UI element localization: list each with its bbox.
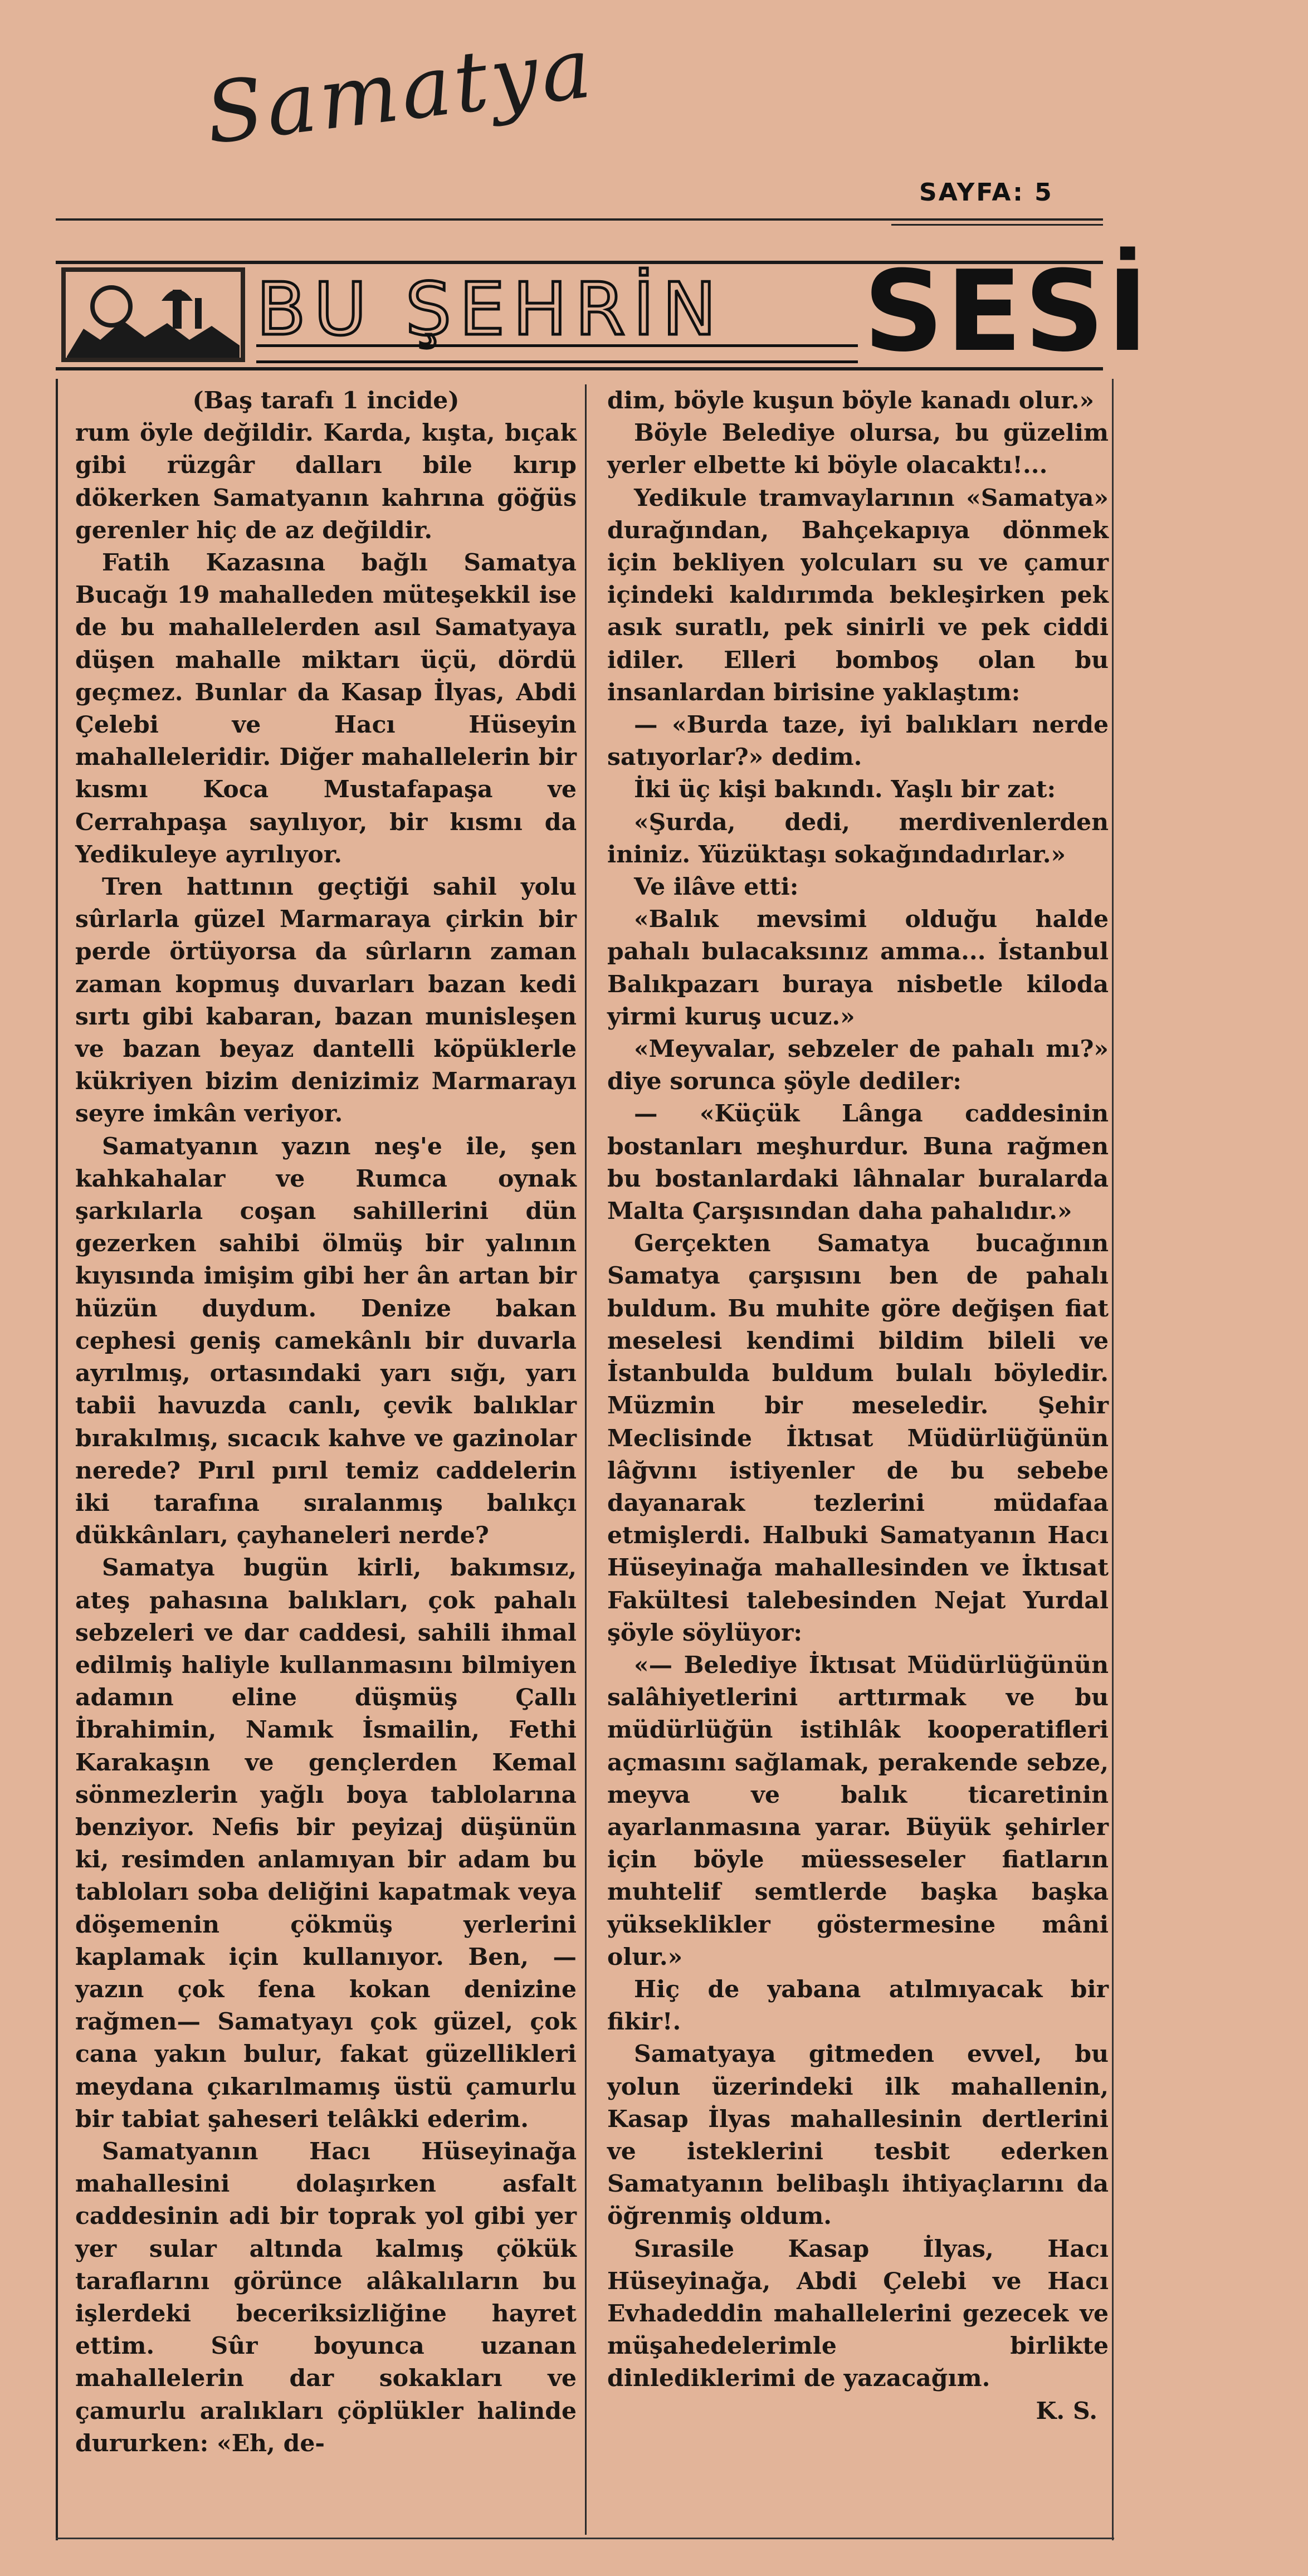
masthead-double-rule xyxy=(256,344,858,363)
column-title-emphasis: SESİ xyxy=(863,247,1151,377)
paragraph: Hiç de yabana atılmıyacak bir fikir!. xyxy=(607,1975,1109,2036)
column-title: BU ŞEHRİN xyxy=(256,267,724,352)
paragraph: «Şurda, dedi, merdivenlerden ininiz. Yüzüktaşı sokağındadırlar.» xyxy=(607,808,1109,869)
paragraph: Samatyanın Hacı Hüseyinağa mahallesini dolaşırken asfalt caddesinin adi bir toprak yol gibi yer yer sular altında kalmış çökük taraflarını görünce alâkalıların bu işlerdeki beceriksizliğine hayret ettim. Sûr boyunca uzanan mahallelerin dar sokakları ve çamurlu aralıkları çöplükler halinde dururken: «Eh, de- xyxy=(75,2137,577,2457)
article-right-column xyxy=(607,384,1109,2427)
paragraph: Tren hattının geçtiği sahil yolu sûrlarla güzel Marmaraya çirkin bir perde örtüyorsa da sûrların zaman zaman kopmuş duvarları bazan kedi sırtı gibi kabaran, bazan munisleşen ve bazan beyaz dantelli köpüklerle kükriyen bizim denizimiz Marmarayı seyre imkân veriyor. xyxy=(75,873,577,1128)
column-divider xyxy=(585,384,587,2535)
paragraph: Samatya bugün kirli, bakımsız, ateş pahasına balıkları, çok pahalı sebzeleri ve dar caddesi, sahili ihmal edilmiş haliyle kullanmasını bilmiyen adamın eline düşmüş Çallı İbrahimin, Namık İsmailin, Fethi Karakaşın ve gençlerden Kemal sönmezlerin yağlı boya tablolarına benziyor. Nefis bir peyizaj düşünün ki, resimden anlamıyan bir adam bu tabloları soba deliğini kapatmak veya döşemenin çökmüş yerlerini kaplamak için kullanıyor. Ben, —yazın çok fena kokan denizine rağmen— Samatyayı çok güzel, çok cana yakın bulur, fakat güzellikleri meydana çıkarılmamış üstü çamurlu bir tabiat şaheseri telâkki ederim. xyxy=(75,1554,577,2133)
paragraph: Samatyanın yazın neş'e ile, şen kahkahalar ve Rumca oynak şarkılarla coşan sahillerini dün gezerken sahibi ölmüş bir yalının kıyısında imişim gibi her ân artan bir hüzün duydum. Denize bakan cephesi geniş camekânlı bir duvarla ayrılmış, ortasındaki yarı sığı, yarı tabii havuzda canlı, çevik balıklar bırakılmış, sıcacık kahve ve gazinolar nerede? Pırıl pırıl temiz caddelerin iki tarafına sıralanmış balıkçı dükkânları, çayhaneleri nerde? xyxy=(75,1132,577,1550)
frame-right-rule xyxy=(1112,379,1114,2540)
paragraph: «Meyvalar, sebzeler de pahalı mı?» diye sorunca şöyle dediler: xyxy=(607,1035,1109,1096)
paragraph: Sırasile Kasap İlyas, Hacı Hüseyinağa, Abdi Çelebi ve Hacı Evhadeddin mahallelerini gezecek ve müşahedelerimle birlikte dinlediklerimi de yazacağım. xyxy=(607,2235,1109,2393)
paragraph: Gerçekten Samatya bucağının Samatya çarşısını ben de pahalı buldum. Bu muhite göre değişen fiat meselesi kendimi bildim bileli ve İstanbulda buldum bulalı böyledir. Müzmin bir meseledir. Şehir Meclisinde İktısat Müdürlüğünün lâğvını istiyenler de bu sebebe dayanarak tezlerini müdafaa etmişlerdi. Halbuki Samatyanın Hacı Hüseyinağa mahallesinden ve İktısat Fakültesi talebesinden Nejat Yurdal şöyle söylüyor: xyxy=(607,1230,1109,1647)
paragraph: Böyle Belediye olursa, bu güzelim yerler elbette ki böyle olacaktı!... xyxy=(607,419,1109,480)
page-label: SAYFA: 5 xyxy=(919,178,1053,207)
city-skyline-illustration xyxy=(61,267,245,362)
paragraph: «— Belediye İktısat Müdürlüğünün salâhiyetlerini arttırmak ve bu müdürlüğün istihlâk kooperatifleri açmasını sağlamak, perakende sebze, meyva ve balık ticaretinin ayarlanmasına yarar. Büyük şehirler için böyle müesseseler fiatların muhtelif semtlerde başka başka yükseklikler göstermesine mâni olur.» xyxy=(607,1651,1109,1971)
column-masthead xyxy=(56,247,1151,377)
paragraph: dim, böyle kuşun böyle kanadı olur.» xyxy=(607,387,1095,414)
paragraph: Samatyaya gitmeden evvel, bu yolun üzerindeki ilk mahallenin, Kasap İlyas mahallesinin dertlerini ve isteklerini tesbit ederken Samatyanın belibaşlı ihtiyaçlarını da öğrenmiş oldum. xyxy=(607,2040,1109,2231)
paragraph: Yedikule tramvaylarının «Samatya» durağından, Bahçekapıya dönmek için bekliyen yolcuları su ve çamur içindeki kaldırımda bekleşirken pek asık suratlı, pek sinirli ve pek ciddi idiler. Elleri bomboş olan bu insanlardan birisine yaklaştım: xyxy=(607,484,1109,706)
continuation-note: (Baş tarafı 1 incide) xyxy=(192,387,460,414)
paragraph: rum öyle değildir. Karda, kışta, bıçak gibi rüzgâr dalları bile kırıp dökerken Samatyanın kahrına göğüs gerenler hiç de az değildir. xyxy=(75,419,577,544)
top-rule xyxy=(56,218,1103,221)
paragraph: «Balık mevsimi olduğu halde pahalı bulacaksınız amma... İstanbul Balıkpazarı buraya nisbetle kiloda yirmi kuruş ucuz.» xyxy=(607,905,1109,1031)
paragraph: İki üç kişi bakındı. Yaşlı bir zat: xyxy=(634,775,1056,804)
paragraph: Ve ilâve etti: xyxy=(634,873,799,901)
paragraph: — «Küçük Lânga caddesinin bostanları meşhurdur. Buna rağmen bu bostanlardaki lâhnalar buralarda Malta Çarşısından daha pahalıdır.» xyxy=(607,1100,1109,1226)
author-signature: K. S. xyxy=(1036,2397,1097,2425)
article-left-column xyxy=(75,384,577,2460)
frame-left-rule xyxy=(56,379,58,2540)
frame-bottom-rule xyxy=(56,2538,1114,2539)
paragraph: Fatih Kazasına bağlı Samatya Bucağı 19 mahalleden müteşekkil ise de bu mahallelerden asıl Samatyaya düşen mahalle miktarı üçü, dördü geçmez. Bunlar da Kasap İlyas, Abdi Çelebi ve Hacı Hüseyin mahalleleridir. Diğer mahallelerin bir kısmı Koca Mustafapaşa ve Cerrahpaşa sayılıyor, bir kısmı da Yedikuleye ayrılıyor. xyxy=(75,549,577,869)
handwritten-note: Samatya xyxy=(201,19,600,163)
page-label-underline xyxy=(891,224,1103,226)
paragraph: — «Burda taze, iyi balıkları nerde satıyorlar?» dedim. xyxy=(607,711,1109,772)
